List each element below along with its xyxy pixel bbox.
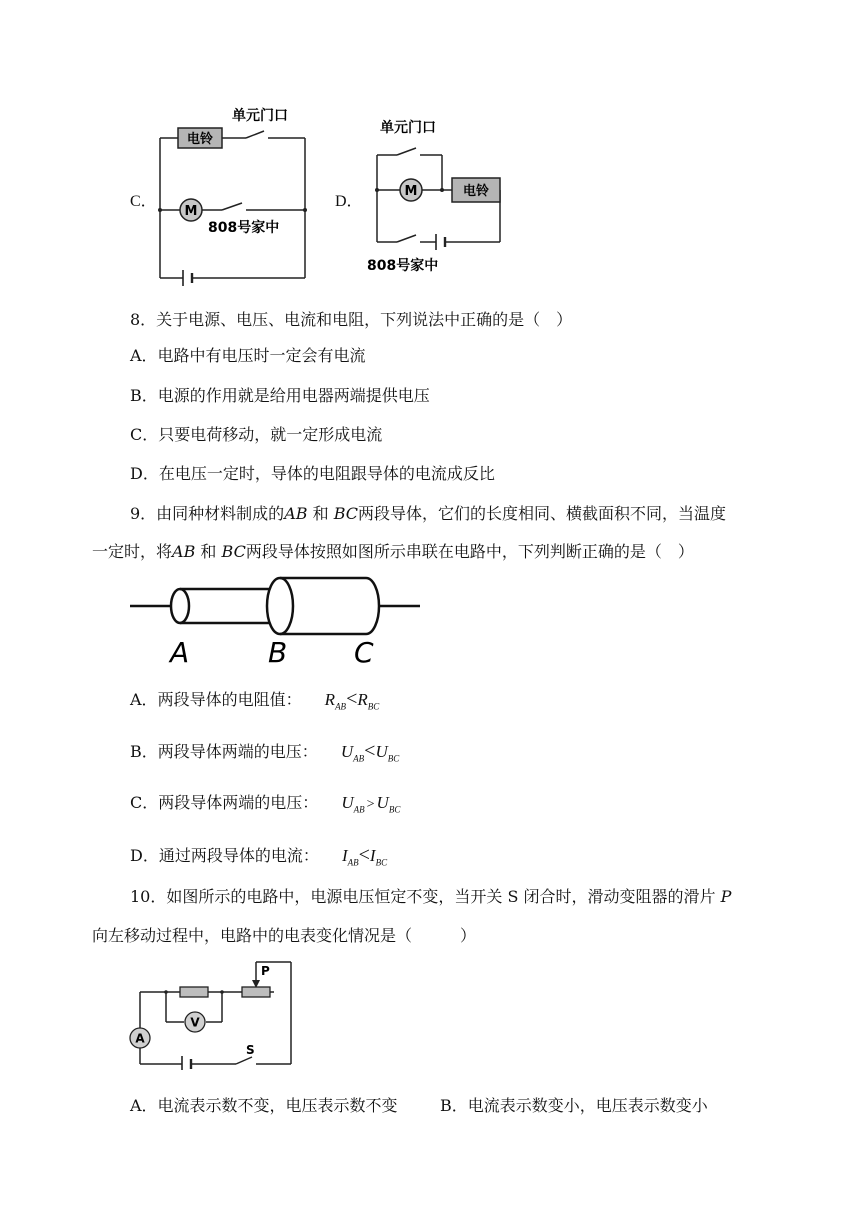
- q9-conductor-diagram: [128, 574, 428, 674]
- ammeter-label: A: [135, 1031, 145, 1046]
- bell-label: 电铃: [186, 132, 214, 147]
- q7-circuit-diagram-d: [362, 112, 512, 282]
- q8-option-d: D．在电压一定时，导体的电阻跟导体的电流成反比: [130, 464, 495, 483]
- switch-home-label: 808号家中: [208, 220, 280, 236]
- q7-circuit-diagram-c: [150, 102, 320, 287]
- switch-label: S: [246, 1043, 255, 1057]
- q9-stem-line1: 9．由同种材料制成的AB 和 BC两段导体，它们的长度相同、横截面积不同，当温度: [130, 504, 727, 523]
- q8-option-c: C．只要电荷移动，就一定形成电流: [130, 425, 383, 444]
- q10-stem-line2: 向左移动过程中，电路中的电表变化情况是（ ）: [92, 926, 477, 945]
- switch-door-label: 单元门口: [232, 108, 288, 124]
- q9-stem-line2: 一定时，将AB 和 BC两段导体按照如图所示串联在电路中，下列判断正确的是（ ）: [92, 542, 694, 561]
- q10-stem-line1: 10．如图所示的电路中，电源电压恒定不变，当开关 S 闭合时，滑动变阻器的滑片 P: [130, 887, 732, 906]
- label-b: B: [268, 636, 288, 669]
- rheostat-icon: [242, 987, 270, 997]
- var-bc: BC: [221, 542, 246, 561]
- q9-option-b: B．两段导体两端的电压： $U_{AB}<U_{BC}$: [130, 740, 400, 764]
- q8-stem: 8．关于电源、电压、电流和电阻，下列说法中正确的是（ ）: [130, 310, 573, 329]
- slider-label: P: [261, 964, 270, 978]
- q10-option-a: A．电流表示数不变，电压表示数不变: [130, 1096, 398, 1115]
- label-a: A: [170, 636, 190, 669]
- voltmeter-label: V: [190, 1015, 200, 1030]
- bell-label: 电铃: [462, 184, 490, 199]
- fixed-resistor-icon: [180, 987, 208, 997]
- q7-option-d-letter: D．: [335, 193, 363, 210]
- q8-option-a: A．电路中有电压时一定会有电流: [130, 346, 366, 365]
- q7-option-c-letter: C．: [130, 193, 157, 210]
- var-ab: AB: [284, 504, 308, 523]
- var-bc: BC: [333, 504, 358, 523]
- motor-label: M: [184, 204, 198, 219]
- q9-option-d: D．通过两段导体的电流： $I_{AB}<I_{BC}$: [130, 844, 388, 868]
- q8-option-b: B．电源的作用就是给用电器两端提供电压: [130, 386, 430, 405]
- switch-door-label: 单元门口: [380, 120, 436, 136]
- switch-home-label: 808号家中: [367, 258, 439, 274]
- q9-option-c: C．两段导体两端的电压： $U_{AB} > U_{BC}$: [130, 793, 401, 815]
- label-c: C: [354, 636, 374, 669]
- q9-option-a: A．两段导体的电阻值： $R_{AB}<R_{BC}$: [130, 688, 380, 712]
- q10-option-b: B．电流表示数变小，电压表示数变小: [440, 1096, 708, 1115]
- q10-circuit-diagram: [124, 958, 299, 1070]
- motor-label: M: [404, 184, 418, 199]
- var-ab: AB: [172, 542, 196, 561]
